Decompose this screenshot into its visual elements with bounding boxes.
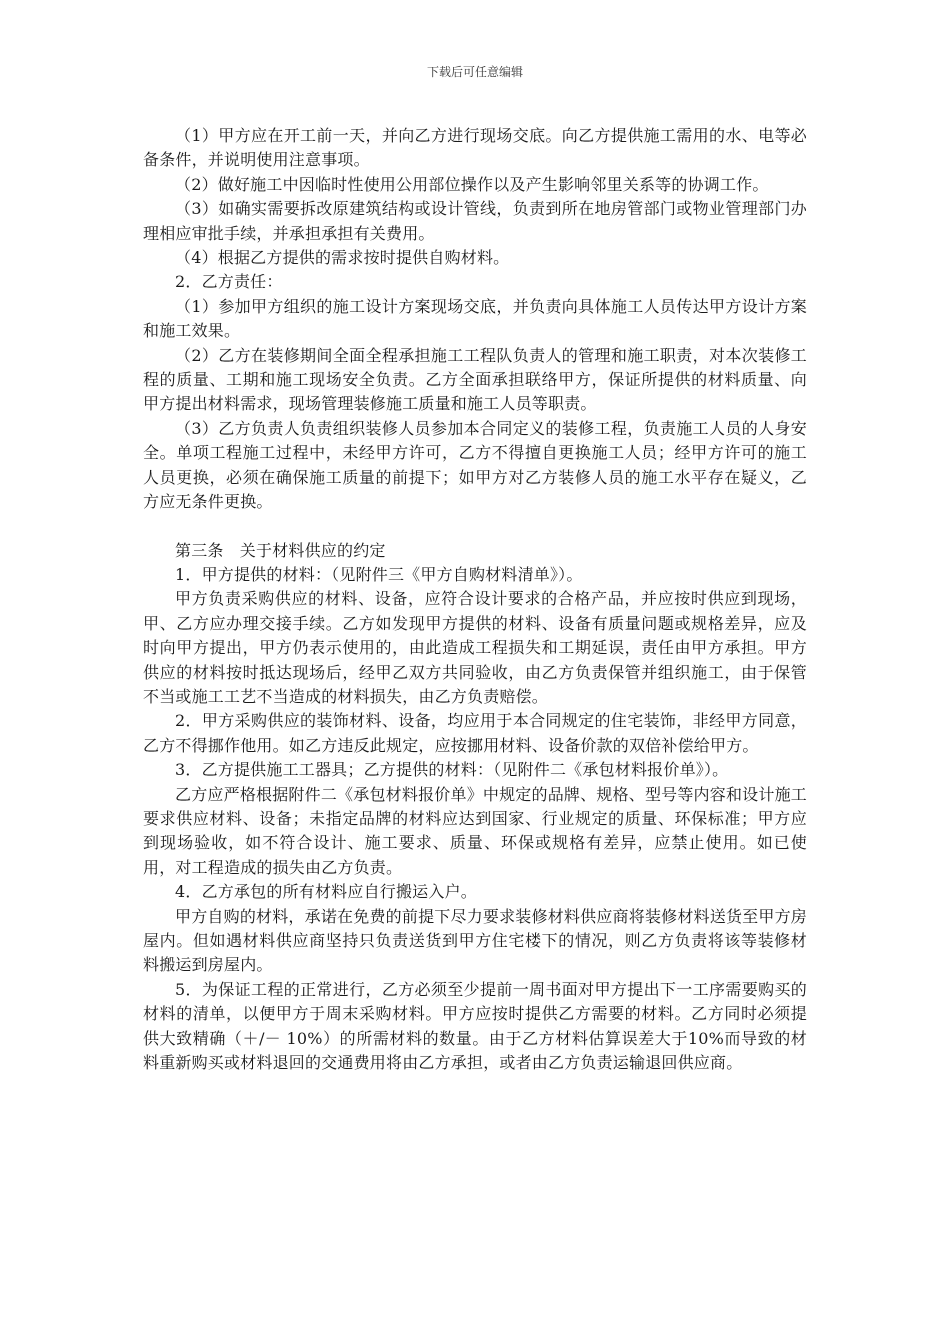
paragraph: （2）做好施工中因临时性使用公用部位操作以及产生影响邻里关系等的协调工作。 bbox=[175, 174, 769, 194]
paragraph: 甲方负责采购供应的材料、设备，应符合设计要求的合格产品，并应按时供应到现场，甲、乙方应办理交接手续。乙方如发现甲方提供的材料、设备有质量问题或规格差异，应及时向甲方提出，甲方仍表示使用的，由此造成工程损失和工期延误，责任由甲方承担。甲方供应的材料按时抵达现场后，经甲乙双方共同验收，由乙方负责保管并组织施工，由于保管不当或施工工艺不当造成的材料损失，由乙方负责赔偿。 bbox=[143, 589, 807, 706]
paragraph: 4．乙方承包的所有材料应自行搬运入户。 bbox=[175, 882, 477, 902]
section-heading: 第三条 关于材料供应的约定 bbox=[175, 540, 386, 560]
paragraph: 5．为保证工程的正常进行，乙方必须至少提前一周书面对甲方提出下一工序需要购买的材料的清单，以便甲方于周末采购材料。甲方应按时提供乙方需要的材料。乙方同时必须提供大致精确（＋/－ 10%）的所需材料的数量。由于乙方材料估算误差大于10%而导致的材料重新购买或材料退回的交通费用将由乙方承担，或者由乙方负责运输退回供应商。 bbox=[143, 979, 807, 1073]
paragraph: （3）如确实需要拆改原建筑结构或设计管线，负责到所在地房管部门或物业管理部门办理相应审批手续，并承担承担有关费用。 bbox=[143, 199, 807, 243]
paragraph: （3）乙方负责人负责组织装修人员参加本合同定义的装修工程，负责施工人员的人身安全。单项工程施工过程中，未经甲方许可，乙方不得擅自更换施工人员；经甲方许可的施工人员更换，必须在确保施工质量的前提下；如甲方对乙方装修人员的施工水平存在疑义，乙方应无条件更换。 bbox=[143, 418, 807, 512]
document-body bbox=[143, 124, 807, 1075]
page-header: 下载后可任意编辑 bbox=[426, 65, 523, 79]
paragraph: 1．甲方提供的材料：（见附件三《甲方自购材料清单》）。 bbox=[175, 564, 583, 584]
section-spacer bbox=[143, 515, 807, 539]
paragraph: 甲方自购的材料，承诺在免费的前提下尽力要求装修材料供应商将装修材料送货至甲方房屋内。但如遇材料供应商坚持只负责送货到甲方住宅楼下的情况，则乙方负责将该等装修材料搬运到房屋内。 bbox=[143, 906, 807, 975]
paragraph: （1）参加甲方组织的施工设计方案现场交底，并负责向具体施工人员传达甲方设计方案和施工效果。 bbox=[143, 296, 807, 341]
paragraph: （2）乙方在装修期间全面全程承担施工工程队负责人的管理和施工职责，对本次装修工程的质量、工期和施工现场安全负责。乙方全面承担联络甲方，保证所提供的材料质量、向甲方提出材料需求，现场管理装修施工质量和施工人员等职责。 bbox=[143, 345, 807, 414]
paragraph: （4）根据乙方提供的需求按时提供自购材料。 bbox=[175, 248, 510, 268]
paragraph: 乙方应严格根据附件二《承包材料报价单》中规定的品牌、规格、型号等内容和设计施工要求供应材料、设备；未指定品牌的材料应达到国家、行业规定的质量、环保标准；甲方应到现场验收，如不符合设计、施工要求、质量、环保或规格有差异，应禁止使用。如已使用，对工程造成的损失由乙方负责。 bbox=[143, 784, 807, 877]
paragraph: （1）甲方应在开工前一天，并向乙方进行现场交底。向乙方提供施工需用的水、电等必备条件，并说明使用注意事项。 bbox=[143, 126, 807, 170]
paragraph: 3．乙方提供施工工器具；乙方提供的材料：（见附件二《承包材料报价单》）。 bbox=[175, 760, 729, 780]
paragraph: 2．甲方采购供应的装饰材料、设备，均应用于本合同规定的住宅装饰，非经甲方同意，乙方不得挪作他用。如乙方违反此规定，应按挪用材料、设备价款的双倍补偿给甲方。 bbox=[143, 711, 807, 755]
paragraph: 2．乙方责任： bbox=[175, 272, 283, 292]
